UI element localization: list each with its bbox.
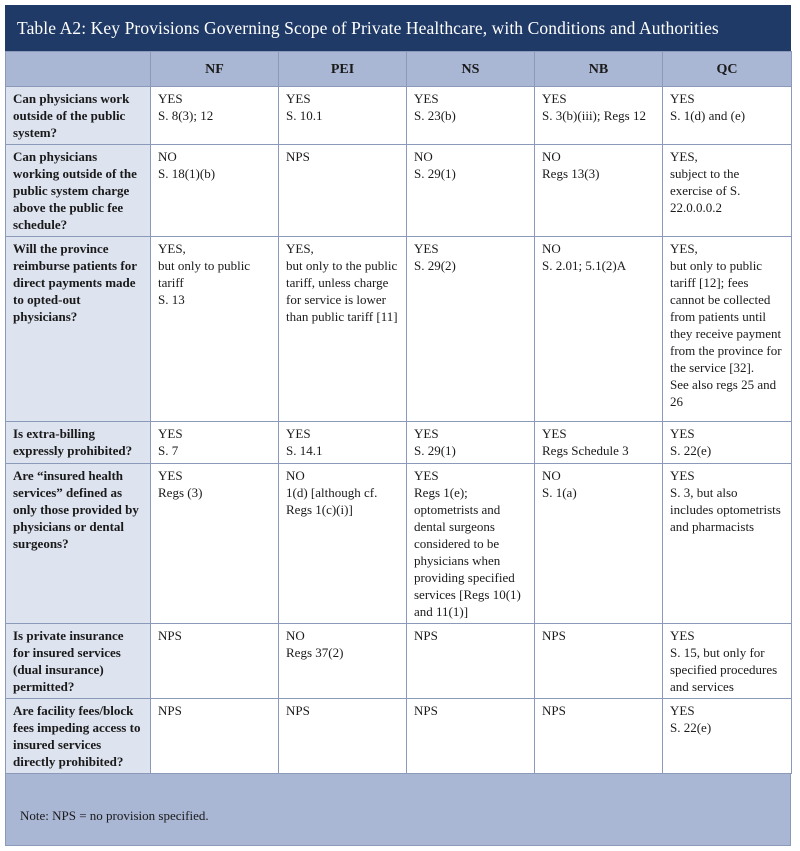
table-row xyxy=(6,624,792,699)
row-question: Are “insured health services” defined as only those provided by physicians or dental surgeons? xyxy=(6,464,151,624)
table-row xyxy=(6,145,792,237)
cell-pei: NPS xyxy=(279,145,407,237)
cell-nf: NO S. 18(1)(b) xyxy=(151,145,279,237)
row-question: Is extra-billing expressly prohibited? xyxy=(6,422,151,464)
table-row xyxy=(6,237,792,422)
table-note xyxy=(5,787,791,846)
cell-pei: NPS xyxy=(279,699,407,774)
cell-nb: NO S. 2.01; 5.1(2)A xyxy=(535,237,663,422)
table-row xyxy=(6,422,792,464)
column-header-ns: NS xyxy=(407,52,535,87)
column-header-nf: NF xyxy=(151,52,279,87)
cell-qc: YES S. 3, but also includes optometrists and pharmacists xyxy=(663,464,792,624)
cell-nf: YES Regs (3) xyxy=(151,464,279,624)
row-question: Can physicians working outside of the public system charge above the public fee schedule? xyxy=(6,145,151,237)
cell-ns: YES S. 29(2) xyxy=(407,237,535,422)
cell-qc: YES, but only to public tariff [12]; fees cannot be collected from patients until they receive payment from the province for the service [32]. See also regs 25 and 26 xyxy=(663,237,792,422)
cell-ns: YES S. 29(1) xyxy=(407,422,535,464)
column-header-qc: QC xyxy=(663,52,792,87)
cell-ns: NO S. 29(1) xyxy=(407,145,535,237)
cell-qc: YES S. 1(d) and (e) xyxy=(663,87,792,145)
cell-pei: YES S. 14.1 xyxy=(279,422,407,464)
cell-qc: YES S. 22(e) xyxy=(663,699,792,774)
row-question: Are facility fees/block fees impeding access to insured services directly prohibited? xyxy=(6,699,151,774)
cell-nb: NPS xyxy=(535,624,663,699)
table-title xyxy=(5,5,791,51)
cell-nf: NPS xyxy=(151,624,279,699)
cell-nf: YES, but only to public tariff S. 13 xyxy=(151,237,279,422)
cell-nb: NPS xyxy=(535,699,663,774)
table-row xyxy=(6,464,792,624)
table-title-text: Table A2: Key Provisions Governing Scope of Private Healthcare, with Conditions and Authorities xyxy=(17,17,719,38)
note-spacer xyxy=(5,774,791,787)
provisions-table xyxy=(5,51,792,774)
cell-nb: NO S. 1(a) xyxy=(535,464,663,624)
cell-nf: YES S. 7 xyxy=(151,422,279,464)
cell-pei: NO 1(d) [although cf. Regs 1(c)(i)] xyxy=(279,464,407,624)
cell-ns: NPS xyxy=(407,624,535,699)
table-row xyxy=(6,699,792,774)
cell-qc: YES S. 15, but only for specified procedures and services xyxy=(663,624,792,699)
cell-pei: YES, but only to the public tariff, unless charge for service is lower than public tariff [11] xyxy=(279,237,407,422)
table-row xyxy=(6,87,792,145)
cell-qc: YES S. 22(e) xyxy=(663,422,792,464)
cell-nf: NPS xyxy=(151,699,279,774)
cell-ns: YES Regs 1(e); optometrists and dental surgeons considered to be physicians when providing specified services [Regs 10(1) and 11(1)] xyxy=(407,464,535,624)
cell-pei: NO Regs 37(2) xyxy=(279,624,407,699)
cell-nf: YES S. 8(3); 12 xyxy=(151,87,279,145)
cell-qc: YES, subject to the exercise of S. 22.0.0.0.2 xyxy=(663,145,792,237)
column-header-pei: PEI xyxy=(279,52,407,87)
note-text: Note: NPS = no provision specified. xyxy=(20,808,209,823)
header-corner xyxy=(6,52,151,87)
cell-pei: YES S. 10.1 xyxy=(279,87,407,145)
header-row xyxy=(6,52,792,87)
row-question: Can physicians work outside of the public system? xyxy=(6,87,151,145)
cell-nb: YES S. 3(b)(iii); Regs 12 xyxy=(535,87,663,145)
row-question: Will the province reimburse patients for direct payments made to opted-out physicians? xyxy=(6,237,151,422)
cell-nb: YES Regs Schedule 3 xyxy=(535,422,663,464)
row-question: Is private insurance for insured services (dual insurance) permitted? xyxy=(6,624,151,699)
column-header-nb: NB xyxy=(535,52,663,87)
cell-ns: NPS xyxy=(407,699,535,774)
cell-nb: NO Regs 13(3) xyxy=(535,145,663,237)
cell-ns: YES S. 23(b) xyxy=(407,87,535,145)
table-container xyxy=(5,5,791,846)
